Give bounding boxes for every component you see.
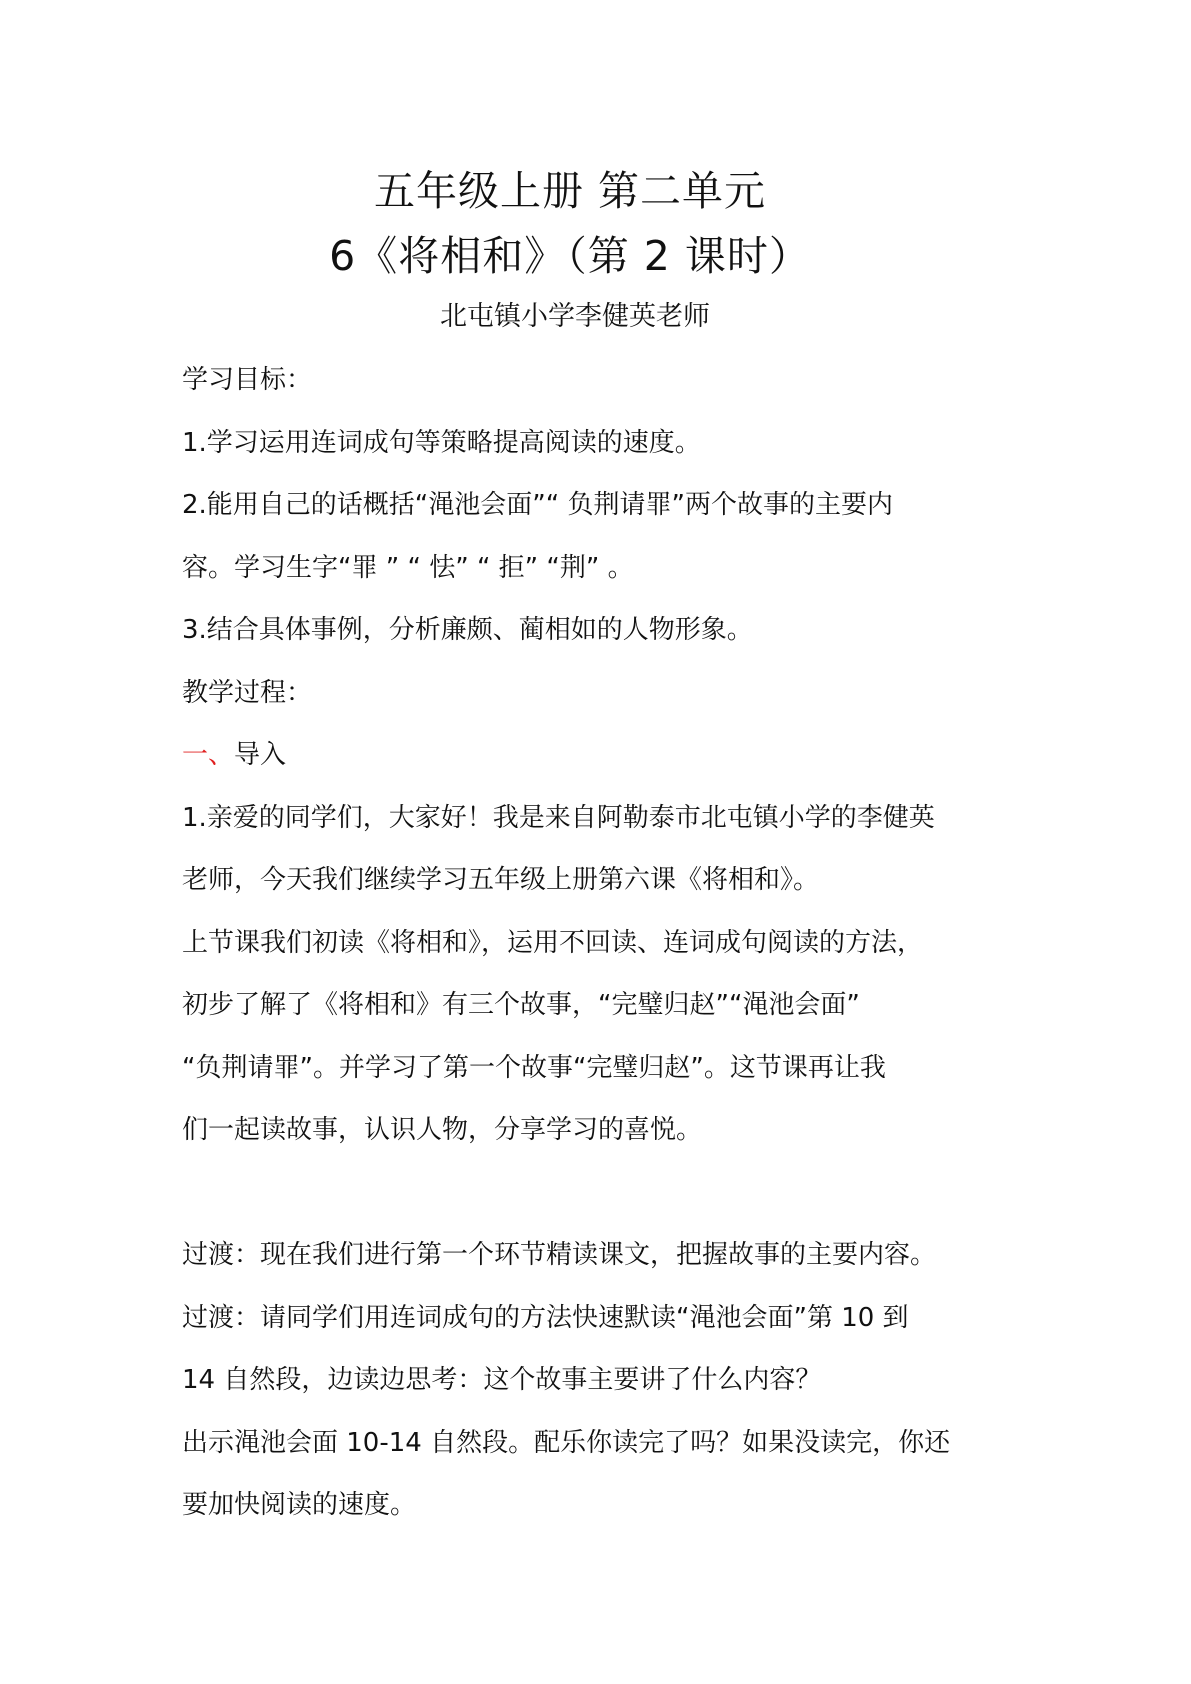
- paragraph-line: 14 自然段，边读边思考：这个故事主要讲了什么内容？: [182, 1365, 822, 1395]
- section-heading-intro: [182, 735, 1042, 798]
- paragraph-line: 老师，今天我们继续学习五年级上册第六课《将相和》。: [182, 865, 820, 895]
- goal-2-line2: 容。学习生字“罪 ” “ 怯” “ 拒” “荆” 。: [182, 552, 634, 583]
- paragraph-line: 要加快阅读的速度。: [182, 1490, 417, 1520]
- section-marker: 一、: [182, 740, 235, 770]
- document-title-line1: 五年级上册 第二单元: [373, 167, 767, 215]
- paragraph-line: 上节课我们初读《将相和》，运用不回读、连词成句阅读的方法，: [182, 927, 924, 958]
- blank-line: [182, 1173, 1042, 1236]
- paragraph-line: 1.亲爱的同学们，大家好！我是来自阿勒泰市北屯镇小学的李健英: [182, 802, 935, 833]
- heading-teaching-process: 教学过程：: [182, 677, 313, 708]
- goal-1: 1.学习运用连词成句等策略提高阅读的速度。: [182, 427, 701, 458]
- paragraph-line: 初步了解了《将相和》有三个故事，“完璧归赵”“渑池会面”: [182, 990, 860, 1020]
- paragraph-line: “负荆请罪”。并学习了第一个故事“完璧归赵”。这节课再让我: [182, 1052, 886, 1083]
- paragraph-line: 出示渑池会面 10-14 自然段。配乐你读完了吗？如果没读完，你还: [182, 1427, 951, 1458]
- goal-3: 3.结合具体事例，分析廉颇、蔺相如的人物形象。: [182, 615, 753, 645]
- section-label: 导入: [234, 740, 287, 770]
- document-title-line2: 6《将相和》（第 2 课时）: [329, 232, 811, 280]
- document-body: [182, 360, 1042, 1548]
- author-line: 北屯镇小学李健英老师: [440, 301, 710, 332]
- transition-line: 过渡：请同学们用连词成句的方法快速默读“渑池会面”第 10 到: [182, 1302, 909, 1333]
- transition-line: 过渡：现在我们进行第一个环节精读课文，把握故事的主要内容。: [182, 1240, 937, 1270]
- heading-learning-goals: 学习目标：: [182, 365, 313, 395]
- goal-2-line1: 2.能用自己的话概括“渑池会面”“ 负荆请罪”两个故事的主要内: [182, 490, 893, 520]
- paragraph-line: 们一起读故事，认识人物，分享学习的喜悦。: [182, 1115, 703, 1145]
